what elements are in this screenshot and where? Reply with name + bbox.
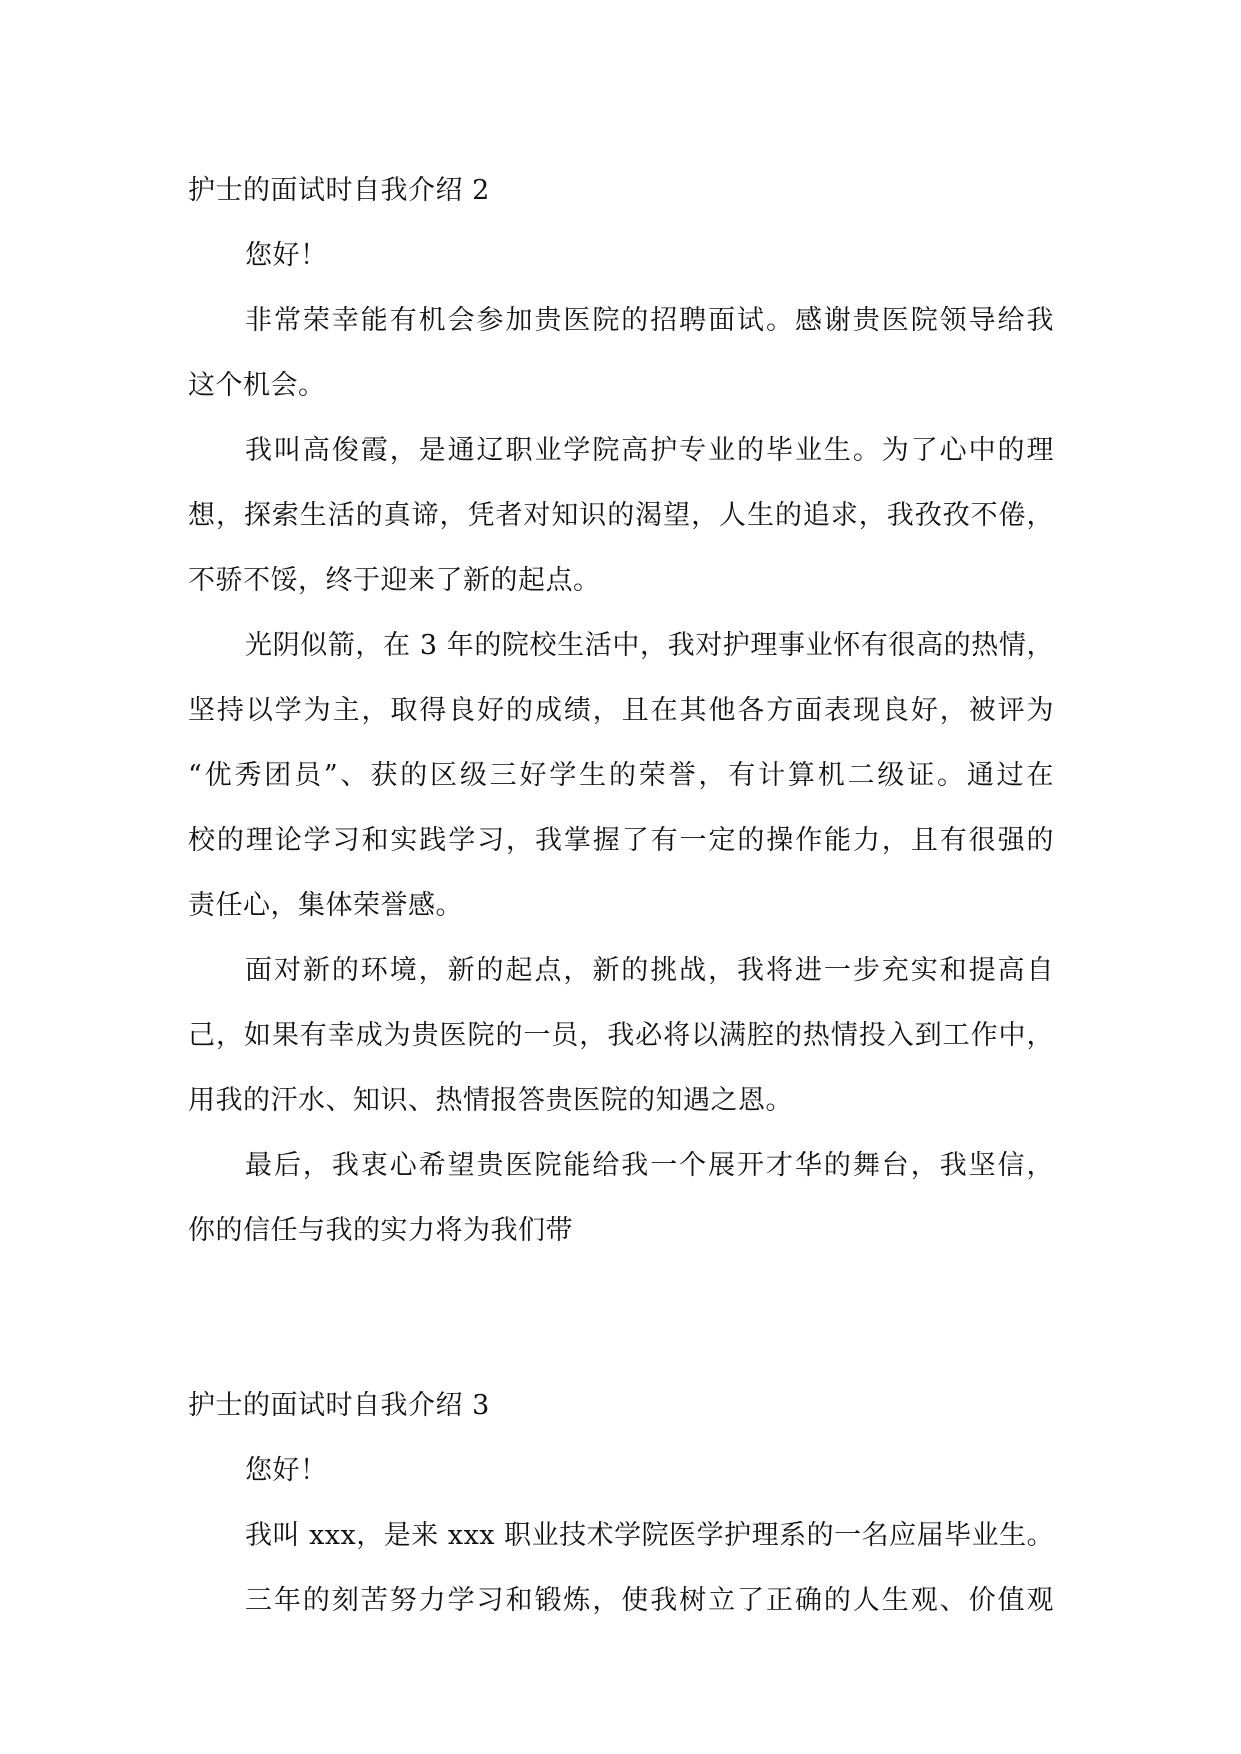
section-2-paragraph-3-line: “优秀团员”、获的区级三好学生的荣誉，有计算机二级证。通过在 xyxy=(188,760,1054,791)
section-2-paragraph-2-line: 想，探索生活的真谛，凭者对知识的渴望，人生的追求，我孜孜不倦， xyxy=(188,500,1054,531)
section-2-paragraph-4-line: 面对新的环境，新的起点，新的挑战，我将进一步充实和提高自 xyxy=(245,955,1054,986)
section-2-paragraph-3-line: 责任心，集体荣誉感。 xyxy=(188,890,463,921)
section-2-heading: 护士的面试时自我介绍 2 xyxy=(188,175,490,206)
section-2-paragraph-4-line: 己，如果有幸成为贵医院的一员，我必将以满腔的热情投入到工作中， xyxy=(188,1020,1054,1051)
section-spacer xyxy=(188,1263,1054,1373)
section-2-paragraph-5-line: 最后，我衷心希望贵医院能给我一个展开才华的舞台，我坚信， xyxy=(245,1150,1054,1181)
section-3-heading: 护士的面试时自我介绍 3 xyxy=(188,1390,490,1421)
section-2-paragraph-2-line: 不骄不馁，终于迎来了新的起点。 xyxy=(188,565,601,596)
section-2-paragraph-1-line: 这个机会。 xyxy=(188,370,326,401)
section-2-paragraph-3-line: 光阴似箭，在 3 年的院校生活中，我对护理事业怀有很高的热情， xyxy=(245,630,1054,661)
section-2-paragraph-3-line: 校的理论学习和实践学习，我掌握了有一定的操作能力，且有很强的 xyxy=(188,825,1054,856)
section-2-paragraph-5-line: 你的信任与我的实力将为我们带 xyxy=(188,1215,573,1246)
section-2-paragraph-1-line: 非常荣幸能有机会参加贵医院的招聘面试。感谢贵医院领导给我 xyxy=(245,305,1054,336)
section-3-greeting: 您好！ xyxy=(245,1455,328,1486)
section-2-paragraph-3-line: 坚持以学为主，取得良好的成绩，且在其他各方面表现良好，被评为 xyxy=(188,695,1054,726)
section-2-paragraph-2-line: 我叫高俊霞，是通辽职业学院高护专业的毕业生。为了心中的理 xyxy=(245,435,1054,466)
document-body xyxy=(188,158,1054,1633)
section-3-paragraph-1-line: 我叫 xxx，是来 xxx 职业技术学院医学护理系的一名应届毕业生。 xyxy=(245,1520,1055,1551)
section-2-paragraph-4-line: 用我的汗水、知识、热情报答贵医院的知遇之恩。 xyxy=(188,1085,793,1116)
section-2-greeting: 您好！ xyxy=(245,240,328,271)
section-3-paragraph-2-line: 三年的刻苦努力学习和锻炼，使我树立了正确的人生观、价值观 xyxy=(245,1585,1054,1616)
